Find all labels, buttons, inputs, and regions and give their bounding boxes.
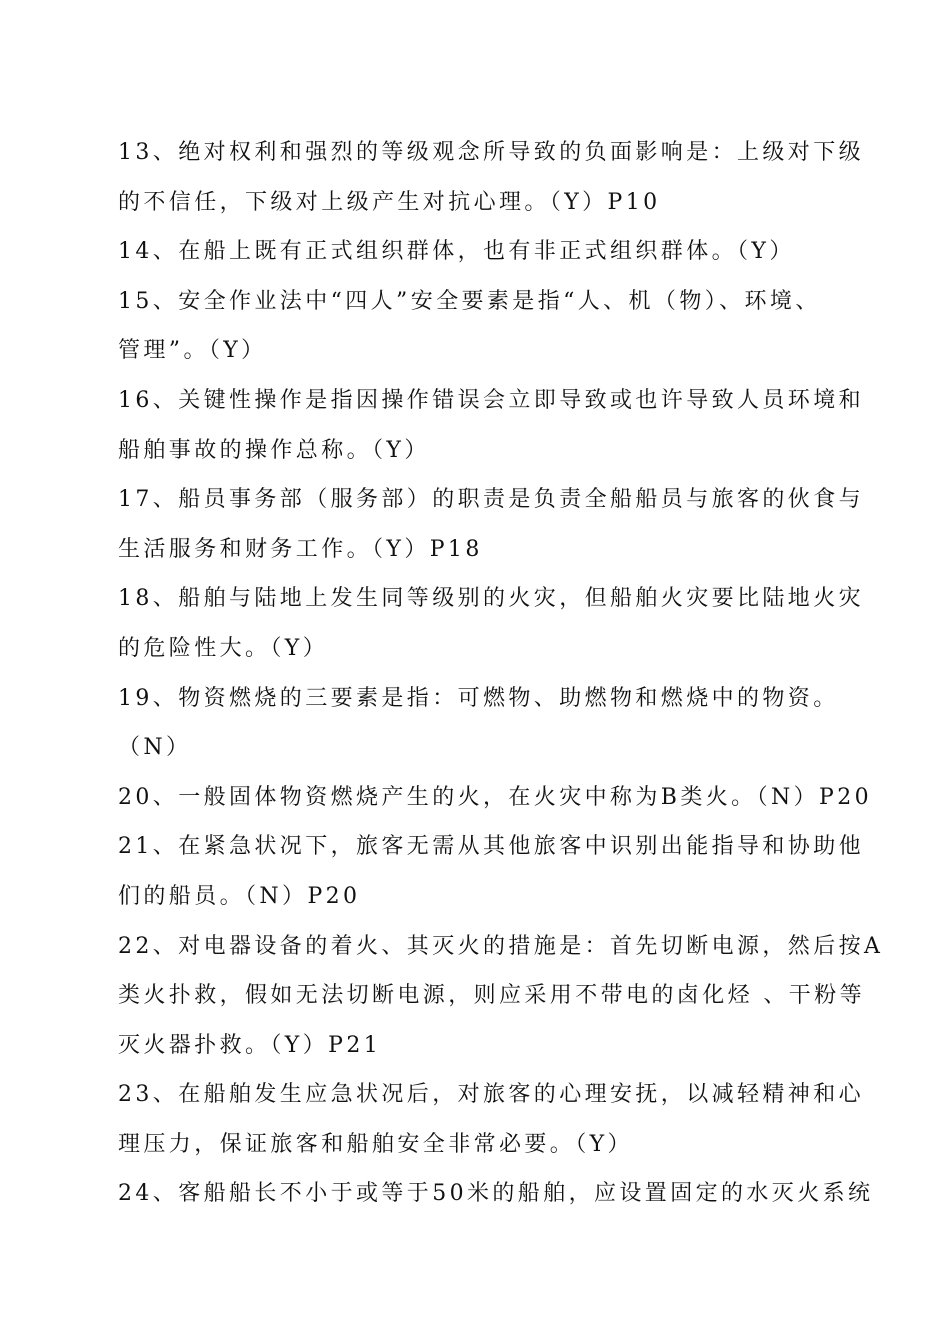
text-line: 13、绝对权利和强烈的等级观念所导致的负面影响是：上级对下级	[118, 140, 864, 165]
text-line: 类火扑救，假如无法切断电源，则应采用不带电的卤化烃 、干粉等	[118, 983, 865, 1009]
text-line: 24、客船船长不小于或等于50米的船舶，应设置固定的水灭火系统	[118, 1181, 874, 1207]
text-line: 生活服务和财务工作。（Y）P18	[118, 536, 483, 562]
text-line: 20、一般固体物资燃烧产生的火，在火灾中称为B类火。（N）P20	[118, 784, 873, 810]
text-line: 灭火器扑救。（Y）P21	[118, 1032, 382, 1058]
text-line: 的危险性大。（Y）	[118, 635, 329, 661]
text-line: 的不信任，下级对上级产生对抗心理。（Y）P10	[118, 189, 661, 215]
text-line: 16、关键性操作是指因操作错误会立即导致或也许导致人员环境和	[118, 387, 864, 413]
text-line: 21、在紧急状况下，旅客无需从其他旅客中识别出能指导和协助他	[118, 834, 864, 860]
text-line: （N）	[118, 735, 192, 761]
text-line: 管理”。（Y）	[118, 338, 267, 364]
text-line: 17、船员事务部（服务部）的职责是负责全船船员与旅客的伙食与	[118, 487, 864, 513]
document-body	[118, 128, 884, 1219]
text-line: 19、物资燃烧的三要素是指：可燃物、助燃物和燃烧中的物资。	[118, 685, 839, 711]
text-line: 船舶事故的操作总称。（Y）	[118, 437, 430, 463]
text-line: 们的船员。（N）P20	[118, 883, 361, 909]
text-line: 22、对电器设备的着火、其灭火的措施是：首先切断电源，然后按A	[118, 933, 884, 959]
text-line: 15、安全作业法中“四人”安全要素是指“人、机（物）、环境、	[118, 288, 821, 314]
text-line: 18、船舶与陆地上发生同等级别的火灾，但船舶火灾要比陆地火灾	[118, 586, 864, 612]
text-line: 理压力，保证旅客和船舶安全非常必要。（Y）	[118, 1131, 633, 1157]
text-line: 23、在船舶发生应急状况后，对旅客的心理安抚，以减轻精神和心	[118, 1082, 864, 1108]
text-line: 14、在船上既有正式组织群体，也有非正式组织群体。（Y）	[118, 239, 795, 265]
